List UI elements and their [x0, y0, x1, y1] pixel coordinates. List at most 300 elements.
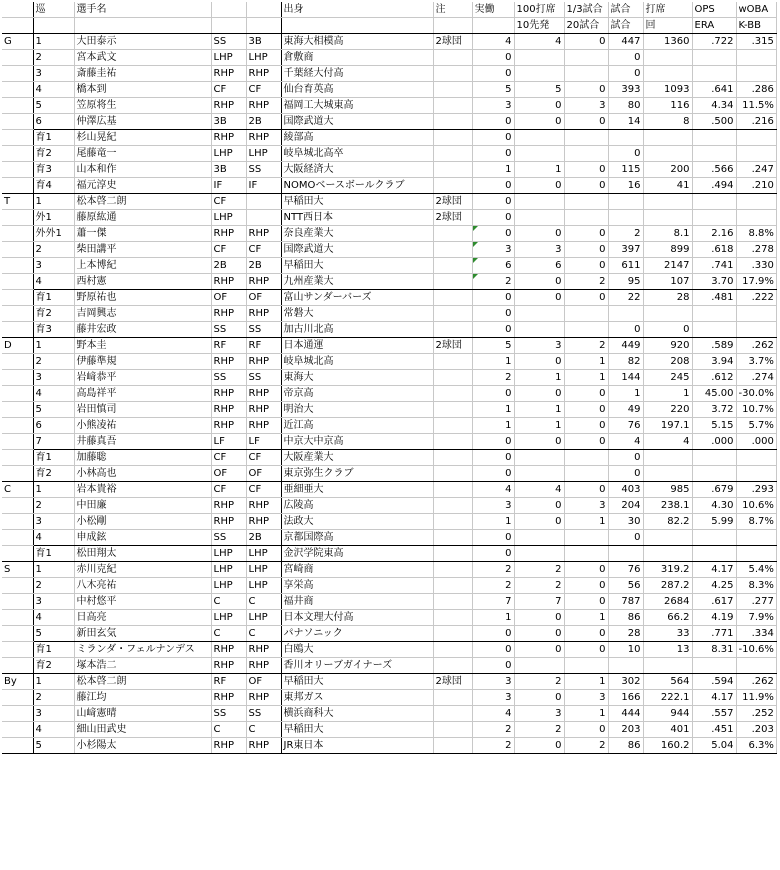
table-cell: 0 — [564, 258, 608, 274]
table-cell — [643, 450, 692, 466]
table-cell: CF — [211, 482, 246, 498]
table-cell: .481 — [692, 290, 736, 306]
table-cell: 144 — [608, 370, 643, 386]
table-cell: RHP — [246, 130, 281, 146]
table-cell: 早稲田大 — [281, 674, 433, 690]
table-cell — [514, 658, 564, 674]
table-cell: 66.2 — [643, 610, 692, 626]
table-cell: 397 — [608, 242, 643, 258]
team-label — [2, 706, 33, 722]
table-cell: 3.7% — [736, 354, 776, 370]
table-cell: 393 — [608, 82, 643, 98]
table-cell: 0 — [472, 306, 514, 322]
table-cell: RHP — [211, 418, 246, 434]
table-cell: 育3 — [33, 162, 74, 178]
table-cell: .594 — [692, 674, 736, 690]
spreadsheet — [2, 2, 777, 754]
table-cell: 1 — [472, 354, 514, 370]
table-cell: 藤江均 — [74, 690, 211, 706]
table-cell: 3 — [514, 242, 564, 258]
table-cell: 449 — [608, 338, 643, 354]
table-cell: 8.3% — [736, 578, 776, 594]
table-cell — [514, 130, 564, 146]
table-cell: 30 — [608, 514, 643, 530]
table-cell: OF — [246, 674, 281, 690]
table-cell — [608, 194, 643, 210]
table-cell: .334 — [736, 626, 776, 642]
table-cell — [643, 130, 692, 146]
table-cell: 国際武道大 — [281, 114, 433, 130]
table-cell — [433, 370, 472, 386]
table-cell: 宮本武文 — [74, 50, 211, 66]
table-cell: 944 — [643, 706, 692, 722]
table-cell: 2 — [33, 354, 74, 370]
table-row — [2, 594, 776, 610]
table-cell: 0 — [564, 418, 608, 434]
table-cell: .618 — [692, 242, 736, 258]
table-cell: RHP — [211, 226, 246, 242]
table-cell: 0 — [564, 594, 608, 610]
table-cell: 東京弥生クラブ — [281, 466, 433, 482]
table-cell: 4 — [643, 434, 692, 450]
table-cell: NTT西日本 — [281, 210, 433, 226]
table-cell: RHP — [246, 98, 281, 114]
table-cell: 育2 — [33, 466, 74, 482]
table-cell: LHP — [211, 546, 246, 562]
table-cell: 2684 — [643, 594, 692, 610]
table-cell: 10 — [608, 642, 643, 658]
table-cell: .741 — [692, 258, 736, 274]
table-cell: 4 — [33, 274, 74, 290]
team-label — [2, 370, 33, 386]
table-cell: .566 — [692, 162, 736, 178]
table-cell: 0 — [472, 546, 514, 562]
table-cell — [564, 322, 608, 338]
header-cell: 打席 — [643, 2, 692, 18]
table-row — [2, 114, 776, 130]
team-label — [2, 642, 33, 658]
table-cell: 8 — [643, 114, 692, 130]
table-cell: 3 — [33, 258, 74, 274]
table-cell — [433, 130, 472, 146]
table-row — [2, 738, 776, 754]
table-cell: 九州産業大 — [281, 274, 433, 290]
table-cell: 56 — [608, 578, 643, 594]
table-row — [2, 274, 776, 290]
table-cell — [643, 210, 692, 226]
table-cell — [643, 306, 692, 322]
table-cell: 1 — [564, 674, 608, 690]
table-cell: 5.7% — [736, 418, 776, 434]
table-cell: 0 — [472, 226, 514, 242]
table-cell: 3 — [33, 66, 74, 82]
table-cell: 0 — [514, 274, 564, 290]
team-label — [2, 178, 33, 194]
table-cell: 2 — [33, 578, 74, 594]
table-cell: 東邦ガス — [281, 690, 433, 706]
table-cell: 76 — [608, 562, 643, 578]
table-cell: 4.34 — [692, 98, 736, 114]
table-cell: 5 — [33, 402, 74, 418]
table-row — [2, 178, 776, 194]
table-cell: 0 — [472, 50, 514, 66]
table-cell: RHP — [246, 738, 281, 754]
table-cell: 奈良産業大 — [281, 226, 433, 242]
header-cell: 回 — [643, 18, 692, 34]
table-cell — [514, 194, 564, 210]
table-cell: 4 — [33, 530, 74, 546]
table-cell: CF — [246, 482, 281, 498]
table-cell: 0 — [564, 482, 608, 498]
table-cell: 山本和作 — [74, 162, 211, 178]
table-cell: 0 — [564, 178, 608, 194]
table-cell: RHP — [246, 66, 281, 82]
table-cell: 4.17 — [692, 562, 736, 578]
table-cell: 0 — [514, 498, 564, 514]
table-cell: 2球団 — [433, 194, 472, 210]
table-cell: 0 — [564, 562, 608, 578]
table-cell — [433, 66, 472, 82]
table-cell: 11.9% — [736, 690, 776, 706]
team-label — [2, 66, 33, 82]
table-cell — [736, 450, 776, 466]
table-cell: 申成鉉 — [74, 530, 211, 546]
table-cell — [433, 146, 472, 162]
table-cell: 仙台育英高 — [281, 82, 433, 98]
table-cell: 4.19 — [692, 610, 736, 626]
table-row — [2, 402, 776, 418]
table-cell: 8.31 — [692, 642, 736, 658]
table-cell — [564, 210, 608, 226]
table-cell: 7 — [33, 434, 74, 450]
table-cell: 3 — [514, 706, 564, 722]
table-cell — [564, 450, 608, 466]
table-cell: 3 — [514, 338, 564, 354]
team-label — [2, 450, 33, 466]
table-cell: .262 — [736, 338, 776, 354]
table-cell: 0 — [514, 386, 564, 402]
table-cell — [643, 50, 692, 66]
table-cell — [433, 610, 472, 626]
table-cell: 1 — [472, 418, 514, 434]
table-cell: 2 — [564, 274, 608, 290]
table-cell: CF — [246, 242, 281, 258]
table-cell: 3 — [472, 242, 514, 258]
table-cell: 0 — [643, 322, 692, 338]
table-cell — [643, 146, 692, 162]
table-cell: .315 — [736, 34, 776, 50]
table-cell: RHP — [246, 642, 281, 658]
table-cell: RF — [211, 674, 246, 690]
table-cell: 育1 — [33, 290, 74, 306]
header-cell: ERA — [692, 18, 736, 34]
table-cell: 2 — [514, 674, 564, 690]
table-cell — [643, 530, 692, 546]
table-row — [2, 370, 776, 386]
table-cell: 0 — [472, 322, 514, 338]
table-cell: 小林高也 — [74, 466, 211, 482]
table-cell: 80 — [608, 98, 643, 114]
table-cell: 1360 — [643, 34, 692, 50]
table-cell: 亜細亜大 — [281, 482, 433, 498]
table-cell: C — [246, 626, 281, 642]
table-row — [2, 306, 776, 322]
table-cell: 0 — [608, 146, 643, 162]
table-cell: 4 — [472, 34, 514, 50]
table-cell: IF — [211, 178, 246, 194]
table-cell: 6 — [514, 258, 564, 274]
table-cell: 287.2 — [643, 578, 692, 594]
table-cell: 仲澤広基 — [74, 114, 211, 130]
table-row — [2, 706, 776, 722]
table-cell: 2 — [514, 562, 564, 578]
team-label: D — [2, 338, 33, 354]
table-cell: 2.16 — [692, 226, 736, 242]
table-cell: 2147 — [643, 258, 692, 274]
table-cell: 0 — [472, 210, 514, 226]
table-cell: 4 — [33, 610, 74, 626]
table-cell: 2球団 — [433, 34, 472, 50]
table-cell — [692, 546, 736, 562]
table-cell: 564 — [643, 674, 692, 690]
team-label — [2, 98, 33, 114]
table-cell: 新田玄気 — [74, 626, 211, 642]
table-cell: 柴田講平 — [74, 242, 211, 258]
table-cell: OF — [211, 290, 246, 306]
table-cell: 育3 — [33, 322, 74, 338]
table-cell: RHP — [246, 418, 281, 434]
header-cell: 選手名 — [74, 2, 211, 18]
table-cell: 広陵高 — [281, 498, 433, 514]
table-cell: 0 — [472, 642, 514, 658]
table-cell — [736, 322, 776, 338]
table-cell: 1 — [564, 370, 608, 386]
table-row — [2, 130, 776, 146]
table-cell: 28 — [643, 290, 692, 306]
team-label — [2, 226, 33, 242]
header-cell: OPS — [692, 2, 736, 18]
table-cell: RHP — [211, 514, 246, 530]
table-cell: C — [246, 594, 281, 610]
table-cell: 大田泰示 — [74, 34, 211, 50]
table-cell: 3 — [472, 674, 514, 690]
table-cell — [564, 658, 608, 674]
table-cell: 0 — [564, 386, 608, 402]
team-label — [2, 258, 33, 274]
table-cell: 3B — [211, 114, 246, 130]
table-cell: 3B — [211, 162, 246, 178]
table-row — [2, 146, 776, 162]
header-cell: 試合 — [608, 18, 643, 34]
table-cell: .216 — [736, 114, 776, 130]
table-cell: .589 — [692, 338, 736, 354]
table-row — [2, 642, 776, 658]
table-cell: 1 — [564, 354, 608, 370]
table-header — [2, 2, 776, 34]
table-cell: 中田廉 — [74, 498, 211, 514]
table-cell — [692, 450, 736, 466]
header-cell — [211, 18, 246, 34]
table-cell — [433, 162, 472, 178]
table-row — [2, 450, 776, 466]
table-cell: 3 — [564, 498, 608, 514]
table-cell: 法政大 — [281, 514, 433, 530]
table-cell: 高島祥平 — [74, 386, 211, 402]
table-cell: 7 — [514, 594, 564, 610]
team-label — [2, 434, 33, 450]
table-cell — [433, 482, 472, 498]
table-cell: RHP — [211, 98, 246, 114]
table-cell: RHP — [211, 658, 246, 674]
table-cell — [514, 322, 564, 338]
table-cell: 4 — [33, 82, 74, 98]
table-cell: 3.72 — [692, 402, 736, 418]
table-cell: 2球団 — [433, 210, 472, 226]
table-cell: 4 — [514, 482, 564, 498]
table-cell: 細山田武史 — [74, 722, 211, 738]
table-cell: 3 — [33, 594, 74, 610]
table-cell: 塚本浩二 — [74, 658, 211, 674]
table-cell: RHP — [246, 386, 281, 402]
table-cell: 0 — [472, 530, 514, 546]
table-cell: .262 — [736, 674, 776, 690]
table-cell — [514, 530, 564, 546]
header-cell: 出身 — [281, 2, 433, 18]
table-cell — [433, 546, 472, 562]
table-cell: 大阪産業大 — [281, 450, 433, 466]
table-cell — [736, 306, 776, 322]
table-cell: 3B — [246, 34, 281, 50]
table-cell: .278 — [736, 242, 776, 258]
table-cell: RHP — [246, 514, 281, 530]
team-label: By — [2, 674, 33, 690]
table-cell: 3 — [472, 98, 514, 114]
table-cell: 222.1 — [643, 690, 692, 706]
table-cell — [514, 66, 564, 82]
table-cell: 1 — [33, 194, 74, 210]
table-cell: 245 — [643, 370, 692, 386]
table-cell: 2 — [472, 578, 514, 594]
table-cell: 0 — [564, 34, 608, 50]
table-cell: LF — [246, 434, 281, 450]
table-cell: .252 — [736, 706, 776, 722]
table-cell: NOMOベースボールクラブ — [281, 178, 433, 194]
table-row — [2, 514, 776, 530]
table-cell — [433, 114, 472, 130]
table-cell — [433, 434, 472, 450]
table-cell: RF — [246, 338, 281, 354]
table-cell — [564, 66, 608, 82]
table-cell: 166 — [608, 690, 643, 706]
table-cell: CF — [246, 82, 281, 98]
table-cell: 2 — [564, 738, 608, 754]
table-row — [2, 610, 776, 626]
table-cell: C — [211, 626, 246, 642]
table-cell: 早稲田大 — [281, 194, 433, 210]
table-cell: 中京大中京高 — [281, 434, 433, 450]
table-cell: 611 — [608, 258, 643, 274]
table-cell: CF — [211, 82, 246, 98]
table-cell: SS — [211, 34, 246, 50]
header-cell: 20試合 — [564, 18, 608, 34]
team-label — [2, 354, 33, 370]
table-cell: 0 — [514, 626, 564, 642]
table-cell: 0 — [472, 434, 514, 450]
table-cell: 赤川克紀 — [74, 562, 211, 578]
table-cell — [608, 658, 643, 674]
table-row — [2, 82, 776, 98]
table-cell — [692, 194, 736, 210]
table-cell: 1 — [33, 674, 74, 690]
table-cell: 4.17 — [692, 690, 736, 706]
table-cell: 319.2 — [643, 562, 692, 578]
table-row — [2, 722, 776, 738]
table-cell: 86 — [608, 738, 643, 754]
table-cell: 107 — [643, 274, 692, 290]
table-cell: 4 — [514, 34, 564, 50]
table-row — [2, 162, 776, 178]
table-row — [2, 690, 776, 706]
table-cell: 985 — [643, 482, 692, 498]
table-cell: 0 — [514, 290, 564, 306]
table-cell: 小熊凌祐 — [74, 418, 211, 434]
table-cell: CF — [211, 450, 246, 466]
table-cell: 2球団 — [433, 338, 472, 354]
table-cell — [736, 530, 776, 546]
table-cell: 松本啓二朗 — [74, 194, 211, 210]
team-label — [2, 610, 33, 626]
table-cell: 0 — [564, 402, 608, 418]
table-cell: 0 — [472, 178, 514, 194]
table-cell — [643, 466, 692, 482]
team-label — [2, 402, 33, 418]
table-cell: SS — [246, 162, 281, 178]
table-row — [2, 98, 776, 114]
table-cell: 野原祐也 — [74, 290, 211, 306]
table-cell: LHP — [211, 610, 246, 626]
table-cell: SS — [211, 370, 246, 386]
table-cell — [692, 466, 736, 482]
table-cell: 横浜商科大 — [281, 706, 433, 722]
table-cell — [736, 658, 776, 674]
table-cell: 金沢学院東高 — [281, 546, 433, 562]
table-cell: 松本啓二朗 — [74, 674, 211, 690]
table-cell: 160.2 — [643, 738, 692, 754]
header-cell — [246, 2, 281, 18]
header-cell — [211, 2, 246, 18]
header-cell — [246, 18, 281, 34]
table-cell: 1 — [472, 514, 514, 530]
team-label — [2, 530, 33, 546]
table-cell: 2 — [33, 50, 74, 66]
table-cell: 403 — [608, 482, 643, 498]
table-cell — [514, 50, 564, 66]
table-cell: RHP — [246, 498, 281, 514]
table-cell: C — [246, 722, 281, 738]
table-cell: 1 — [564, 514, 608, 530]
table-cell: 4 — [472, 706, 514, 722]
table-cell: 3 — [564, 98, 608, 114]
table-cell: RHP — [211, 386, 246, 402]
table-cell: 尾藤竜一 — [74, 146, 211, 162]
table-cell: LF — [211, 434, 246, 450]
table-row — [2, 242, 776, 258]
table-cell: 4 — [33, 722, 74, 738]
table-cell — [433, 178, 472, 194]
table-cell — [564, 130, 608, 146]
table-cell — [514, 146, 564, 162]
table-cell: .612 — [692, 370, 736, 386]
